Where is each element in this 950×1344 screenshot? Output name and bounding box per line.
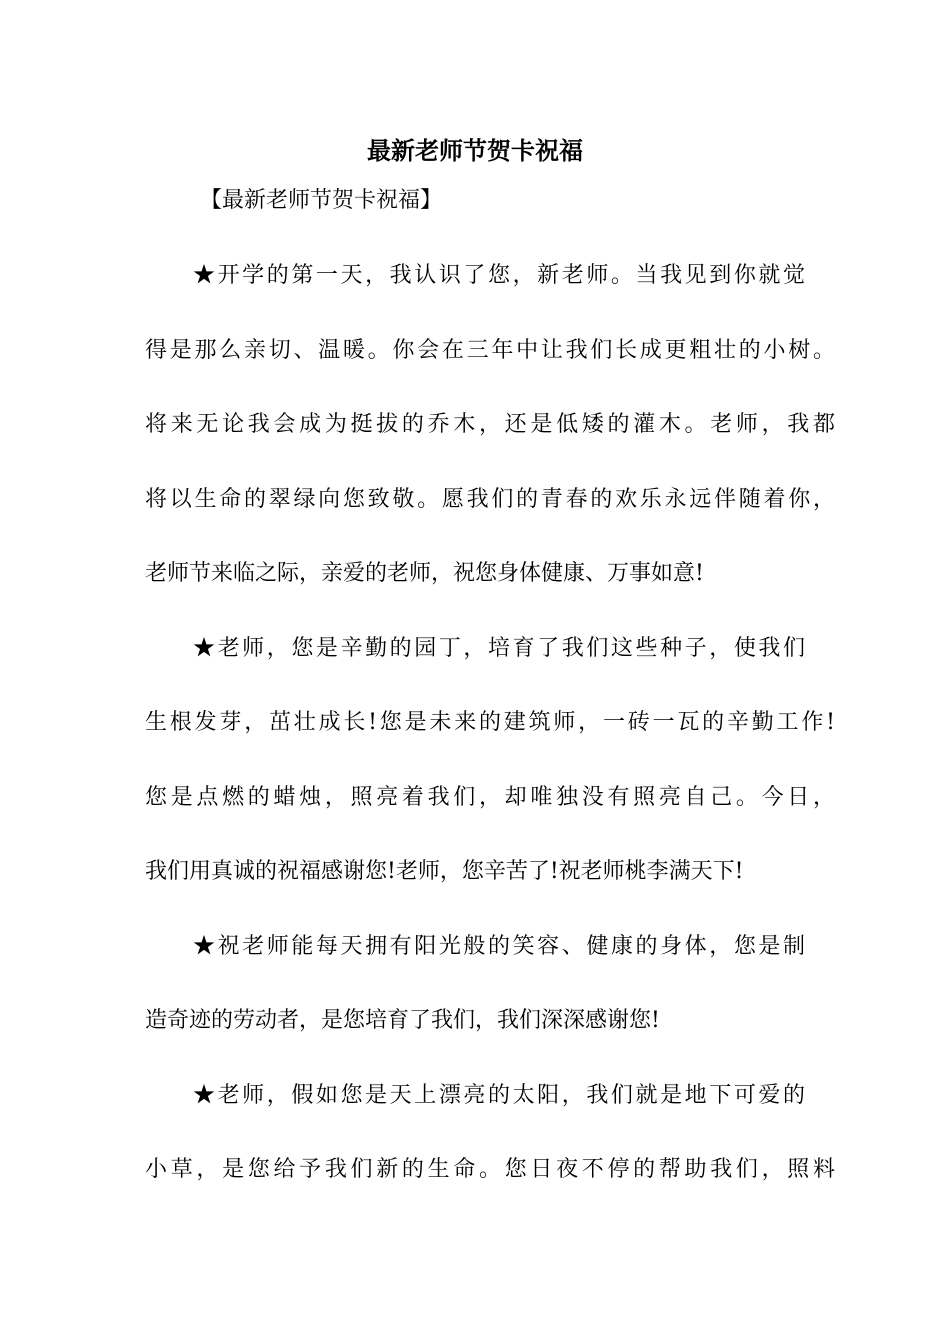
document-subtitle: 【最新老师节贺卡祝福】 xyxy=(200,188,443,213)
paragraph-line: 将以生命的翠绿向您致敬。愿我们的青春的欢乐永远伴随着你， xyxy=(145,487,835,512)
document-title: 最新老师节贺卡祝福 xyxy=(367,136,583,165)
paragraph-line: 得是那么亲切、温暖。你会在三年中让我们长成更粗壮的小树。 xyxy=(145,338,835,363)
paragraph-line: ★老师，您是辛勤的园丁，培育了我们这些种子，使我们 xyxy=(193,636,805,661)
paragraph-line: 造奇迹的劳动者，是您培育了我们，我们深深感谢您! xyxy=(145,1008,660,1033)
paragraph-line: 老师节来临之际，亲爱的老师，祝您身体健康、万事如意! xyxy=(145,561,704,586)
paragraph-line: 生根发芽，茁壮成长!您是未来的建筑师，一砖一瓦的辛勤工作! xyxy=(145,710,835,735)
paragraph-line: ★开学的第一天，我认识了您，新老师。当我见到你就觉 xyxy=(193,263,805,288)
paragraph-line: 小草，是您给予我们新的生命。您日夜不停的帮助我们，照料 xyxy=(145,1157,835,1182)
paragraph-line: 您是点燃的蜡烛，照亮着我们，却唯独没有照亮自己。今日， xyxy=(145,785,835,810)
paragraph-line: 我们用真诚的祝福感谢您!老师，您辛苦了!祝老师桃李满天下! xyxy=(145,859,744,884)
paragraph-line: ★祝老师能每天拥有阳光般的笑容、健康的身体，您是制 xyxy=(193,934,805,959)
paragraph-line: 将来无论我会成为挺拔的乔木，还是低矮的灌木。老师，我都 xyxy=(145,412,835,437)
paragraph-line: ★老师，假如您是天上漂亮的太阳，我们就是地下可爱的 xyxy=(193,1083,805,1108)
